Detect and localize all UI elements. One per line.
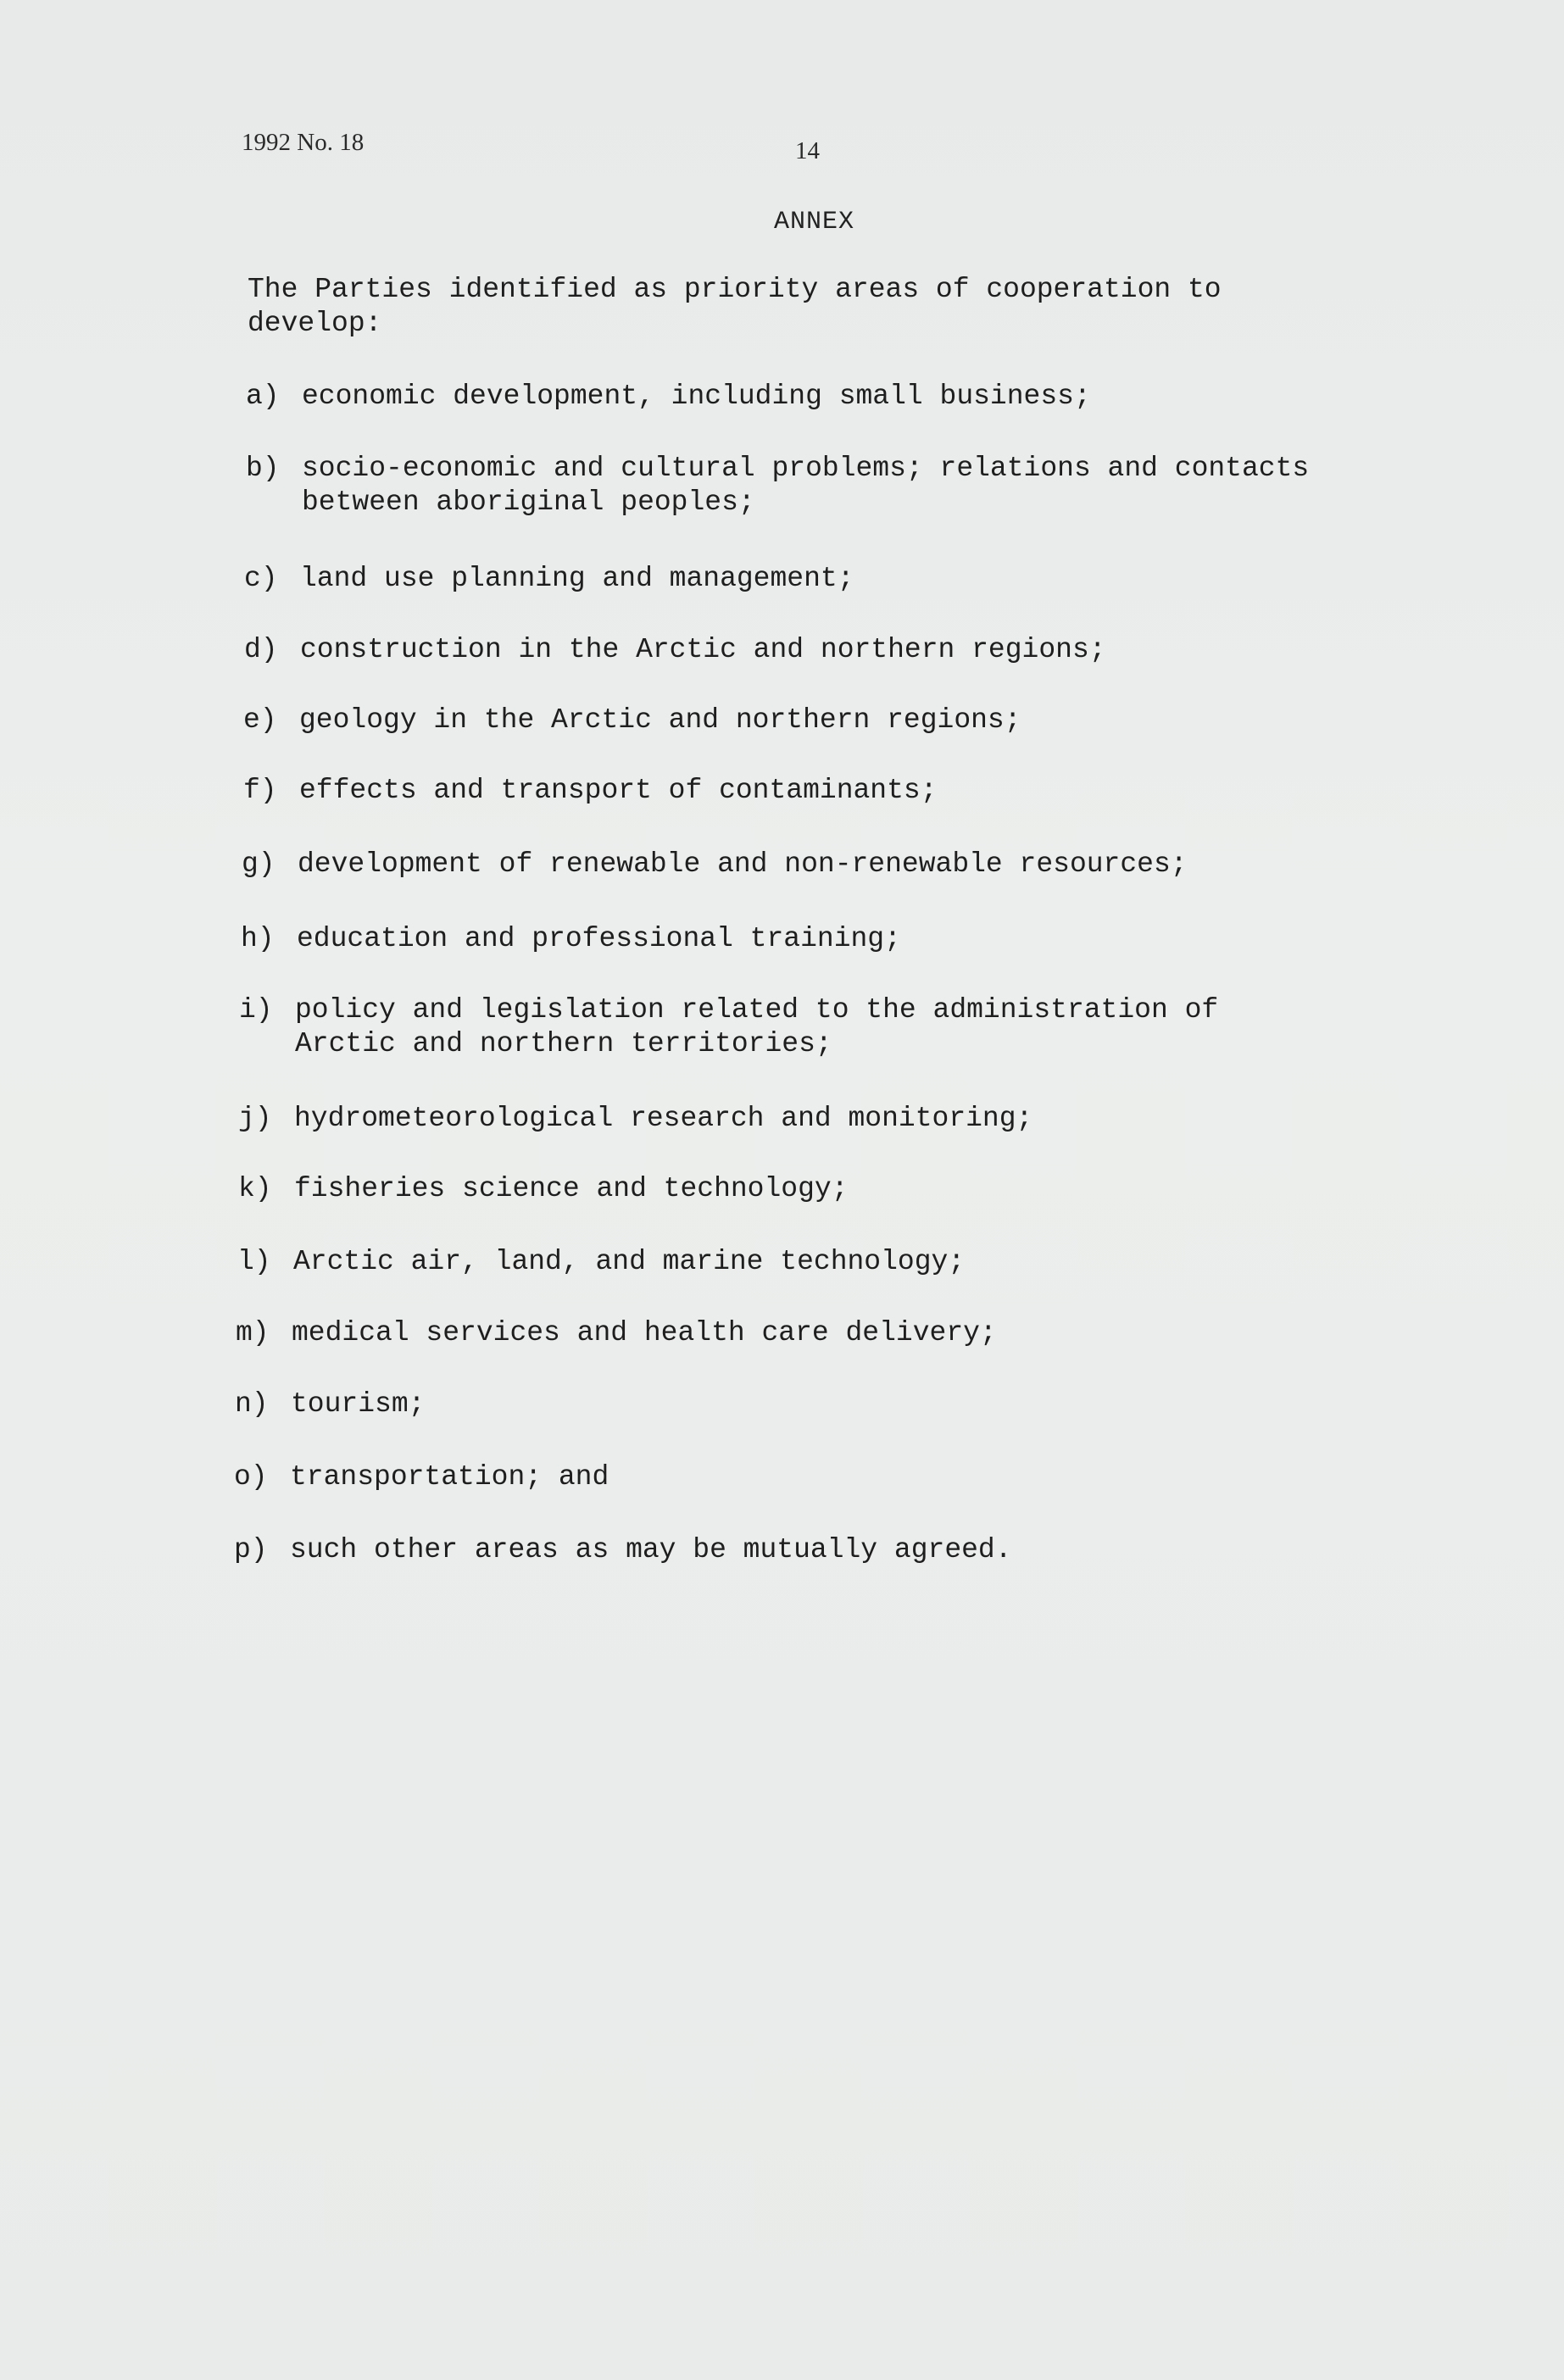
- item-letter: a): [246, 381, 280, 412]
- item-letter: l): [237, 1246, 271, 1277]
- list-item-e: [243, 703, 1021, 737]
- item-text: construction in the Arctic and northern regions;: [300, 634, 1106, 665]
- item-letter: p): [234, 1534, 268, 1565]
- item-text: education and professional training;: [297, 923, 901, 954]
- list-item-h: [241, 922, 901, 956]
- list-item-c: [244, 562, 854, 596]
- list-item-i: [239, 993, 1218, 1061]
- list-item-m: [236, 1316, 997, 1350]
- list-item-p: [234, 1533, 1012, 1567]
- item-letter: j): [238, 1103, 272, 1134]
- document-reference: 1992 No. 18: [242, 129, 365, 156]
- item-text: policy and legislation related to the administration of: [295, 994, 1219, 1026]
- item-letter: e): [243, 704, 277, 736]
- item-letter: m): [236, 1317, 270, 1348]
- intro-paragraph: [248, 273, 1222, 341]
- list-item-o: [234, 1460, 609, 1494]
- page-number: 14: [795, 137, 820, 164]
- list-item-j: [238, 1102, 1032, 1136]
- item-text: land use planning and management;: [300, 563, 854, 594]
- item-letter: g): [242, 848, 276, 880]
- item-letter: k): [238, 1173, 272, 1204]
- item-text: tourism;: [291, 1388, 426, 1420]
- list-item-a: [246, 380, 1091, 414]
- list-item-d: [244, 633, 1106, 667]
- item-letter: b): [246, 453, 280, 484]
- list-item-k: [238, 1172, 849, 1206]
- item-letter: n): [235, 1388, 269, 1420]
- item-text: such other areas as may be mutually agreed.: [290, 1534, 1012, 1565]
- list-item-l: [237, 1245, 965, 1279]
- item-letter: d): [244, 634, 278, 665]
- item-letter: h): [241, 923, 275, 954]
- item-text: fisheries science and technology;: [294, 1173, 849, 1204]
- item-text: medical services and health care delivery;: [292, 1317, 997, 1348]
- item-text: Arctic air, land, and marine technology;: [293, 1246, 966, 1277]
- list-item-n: [235, 1387, 425, 1421]
- item-letter: f): [243, 775, 277, 806]
- item-text: geology in the Arctic and northern regions;: [299, 704, 1021, 736]
- list-item-f: [243, 774, 938, 808]
- list-item-b: [246, 452, 1309, 520]
- intro-line-2: develop:: [248, 308, 382, 339]
- annex-title: ANNEX: [774, 208, 855, 236]
- item-letter: i): [239, 994, 273, 1026]
- item-text-continued: Arctic and northern territories;: [295, 1028, 832, 1059]
- list-item-g: [242, 848, 1188, 881]
- item-text: effects and transport of contaminants;: [299, 775, 938, 806]
- item-text: transportation; and: [290, 1461, 609, 1493]
- item-text: development of renewable and non-renewable resources;: [298, 848, 1188, 880]
- item-text: socio-economic and cultural problems; relations and contacts: [302, 453, 1310, 484]
- intro-line-1: The Parties identified as priority areas of cooperation to: [248, 274, 1222, 305]
- item-letter: o): [234, 1461, 268, 1493]
- item-text: economic development, including small business;: [302, 381, 1091, 412]
- item-text: hydrometeorological research and monitoring;: [294, 1103, 1033, 1134]
- item-text-continued: between aboriginal peoples;: [302, 487, 755, 518]
- item-letter: c): [244, 563, 278, 594]
